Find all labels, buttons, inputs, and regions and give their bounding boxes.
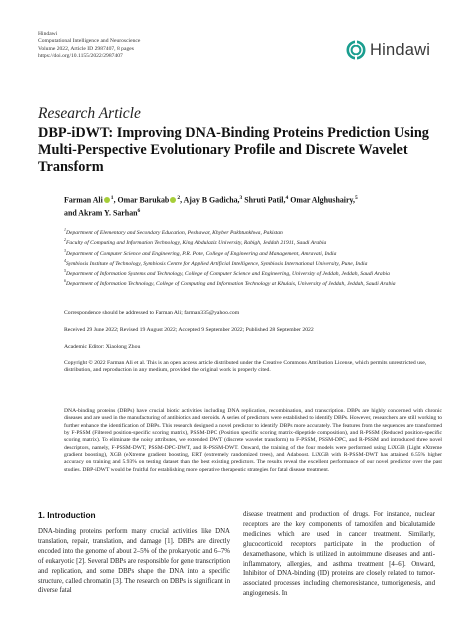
orcid-icon[interactable]: [170, 197, 176, 203]
hindawi-logo: [346, 40, 430, 60]
orcid-icon[interactable]: [104, 197, 110, 203]
author-list: Farman Ali $^1$, Omar Barukab $^2$, Ajay B Gadicha,$^3$ Shruti Patil,$^4$ Omar Alghushairy,$^5$ and Akram Y. Sarhan$^6$: [64, 195, 358, 218]
intro-column-left: DNA-binding proteins perform many crucial activities like DNA translation, repair, translation, and damage [1]. DBPs are directly encoded into the genome of about 2–5% of the prokaryotic and 6–7% of eukaryotic [2]. Several DBPs are responsible for gene transcription and replication, and some DBPs shape the DNA into a specific structure, called chromatin [3]. The research on DBPs is significant in diverse fatal: [38, 528, 230, 595]
correspondence: Correspondence should be addressed to Farman Ali; farman335@yahoo.com: [64, 310, 240, 316]
affiliation-item: $^2$Faculty of Computing and Information Technology, King Abdulaziz University, Rabigh, Jeddah 21911, Saudi Arabia: [64, 238, 327, 247]
section-heading: 1. Introduction: [38, 510, 96, 520]
author-sup: 1: [110, 195, 114, 201]
hindawi-wordmark: Hindawi: [370, 40, 431, 59]
author-name[interactable]: Omar Alghushairy,: [290, 195, 355, 205]
journal-volume: Volume 2022, Article ID 2987407, 8 pages: [38, 45, 134, 52]
author-name[interactable]: Ajay B Gadicha,: [183, 195, 240, 205]
author-name[interactable]: Omar Barukab: [117, 195, 170, 205]
affiliation-item: $^5$Department of Information Systems and Technology, College of Computer Science and Engineering, University of Jeddah, Jeddah, Saudi Arabia: [64, 269, 390, 277]
affiliation-item: $^4$Symbiosis Institute of Technology, Symbiosis Centre for Applied Artificial Intelligence, Symbiosis International University, Pune, India: [64, 258, 368, 267]
author-name[interactable]: Farman Ali: [64, 195, 103, 205]
author-sup: 2: [177, 195, 181, 201]
abstract-text: DNA-binding proteins (DBPs) have crucial biotic activities including DNA replication, recombination, and transcription. DBPs are highly concerned with chronic diseases and are used in the manufacturing of antibiotics and steroids. A series of predictors were established to identify DBPs. However, researchers are still working to further enhance the identification of DBPs. This research designed a novel predictor to identify DBPs more accurately. The features from the sequences are transformed by F-PSSM (Filtered position-specific scoring matrix), PSSM-DPC (Position specific scoring matrix-dipeptide composition), and R-PSSM (Reduced position-specific scoring matrix). To eliminate the noisy attributes, we extended DWT (discrete wavelet transform) to F-PSSM, PSSM-DPC, and R-PSSM and introduced three novel descriptors, namely, F-PSSM-DWT, PSSM-DPC-DWT, and R-PSSM-DWT. Onward, the training of the four models were performed using LiXGB (Light eXtreme gradient boosting), XGB (eXtreme gradient boosting, ERT (extremely randomized trees), and Adaboost. LiXGB with R-PSSM-DWT has attained 6.55% higher accuracy on training and 5.93% on testing dataset than the best existing predictors. The results reveal the excellent performance of our novel predictor over the past studies. DBP-iDWT would be fruitful for establishing more operative therapeutic strategies for fatal disease treatment.: [64, 408, 442, 473]
article-dates: Received 29 June 2022; Revised 19 August 2022; Accepted 9 September 2022; Published 28 September 2022: [64, 327, 314, 333]
copyright-notice: Copyright © 2022 Farman Ali et al. This is an open access article distributed under the Creative Commons Attribution License, which permits unrestricted use, distribution, and reproduction in any medium, provided the original work is properly cited.: [64, 360, 427, 374]
author-sup: 4: [285, 195, 289, 201]
author-sup: 5: [354, 195, 358, 201]
journal-header: [38, 31, 140, 60]
article-type: Research Article: [38, 105, 141, 122]
affiliation-item: $^3$Department of Computer Science and Engineering, P.R. Pote, College of Engineering and Management, Amravati, India: [64, 248, 337, 257]
affiliation-item: $^1$Department of Elementary and Secondary Education, Peshawar, Khyber Pakhtunkhwa, Pakistan: [64, 228, 283, 236]
author-name[interactable]: and Akram Y. Sarhan: [64, 208, 138, 218]
affiliation-list: [64, 227, 442, 289]
author-sup: 6: [137, 207, 141, 214]
author-sup: 3: [239, 195, 243, 201]
journal-doi[interactable]: https://doi.org/10.1155/2022/2987407: [38, 52, 123, 59]
journal-publisher: Hindawi: [38, 31, 58, 37]
author-name[interactable]: Shruti Patil,: [244, 195, 286, 205]
journal-name: Computational Intelligence and Neuroscience: [38, 38, 141, 45]
intro-column-right: disease treatment and production of drugs. For instance, nuclear receptors are the key components of tamoxifen and bicalutamide medicines which are used in cancer treatment. Similarly, glucocorticoid receptors participate in the production of dexamethasone, which is utilized in autoimmune diseases and anti-inflammatory, allergies, and asthma treatment [4–6]. Onward, Inhibitor of DNA-binding (ID) proteins are closely related to tumor-associated processes including chemoresistance, tumorigenesis, and angiogenesis. In: [243, 511, 435, 598]
affiliation-item: $^6$Department of Information Technology, College of Computing and Information Technology at Khulais, University of Jeddah, Jeddah, Saudi Arabia: [64, 279, 396, 288]
article-title: DBP-iDWT: Improving DNA-Binding Proteins Prediction Using Multi-Perspective Evolutionary Profile and Discrete Wavelet Transform: [38, 125, 429, 176]
academic-editor: Academic Editor: Xiaolong Zhou: [64, 344, 141, 350]
hindawi-logo-icon: [346, 40, 366, 60]
